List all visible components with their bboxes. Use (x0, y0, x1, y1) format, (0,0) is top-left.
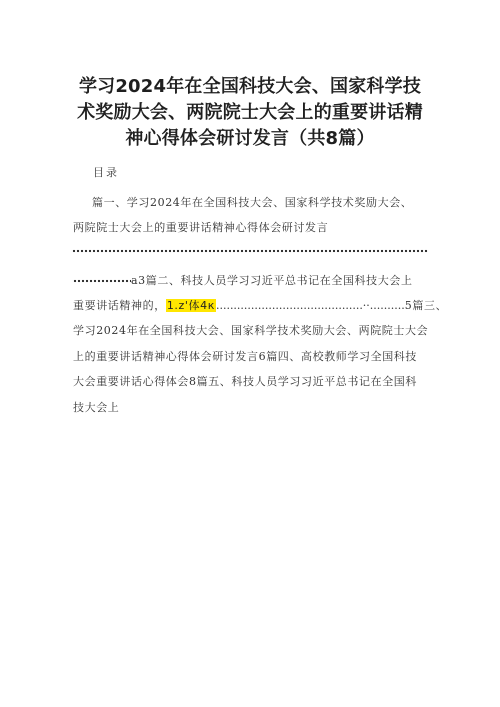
document-title (60, 74, 440, 152)
toc-line-2: 两院院士大会上的重要讲话精神心得体会研讨发言 (73, 221, 329, 234)
toc-leader-dots-short (73, 279, 131, 283)
toc-line-5: 学习2024年在全国科技大会、国家科学技术奖励大会、两院院士大会 (73, 324, 429, 337)
toc-line-3 (73, 272, 413, 288)
toc-line-8: 技大会上 (73, 401, 120, 414)
toc-line-4-prefix: 重要讲话精神的， (73, 299, 166, 312)
highlighted-text: 1.z'体4к (166, 299, 215, 312)
toc-line-7: 大会重要讲话心得体会8篇五、科技人员学习习近平总书记在全国科 (73, 375, 417, 388)
toc-line-4-dots: ..........................................··.......... (215, 299, 405, 312)
toc-line-6: 上的重要讲话精神心得体会研讨发言6篇四、高校教师学习全国科技 (73, 350, 417, 363)
toc-heading: 目录 (93, 166, 119, 179)
title-line-1: 学习2024年在全国科技大会、国家科学技 (78, 76, 422, 97)
toc-line-4-suffix: 5篇三、 (404, 299, 448, 312)
toc-line-4 (73, 297, 447, 313)
toc-leader-dots (72, 249, 428, 253)
title-line-2: 术奖励大会、两院院士大会上的重要讲话精 (77, 102, 423, 123)
title-line-3: 神心得体会研讨发言（共8篇） (125, 128, 375, 149)
toc-line-1: 篇一、学习2024年在全国科技大会、国家科学技术奖励大会、 (92, 196, 413, 209)
toc-line-3-text: a3篇二、科技人员学习习近平总书记在全国科技大会上 (131, 274, 413, 287)
